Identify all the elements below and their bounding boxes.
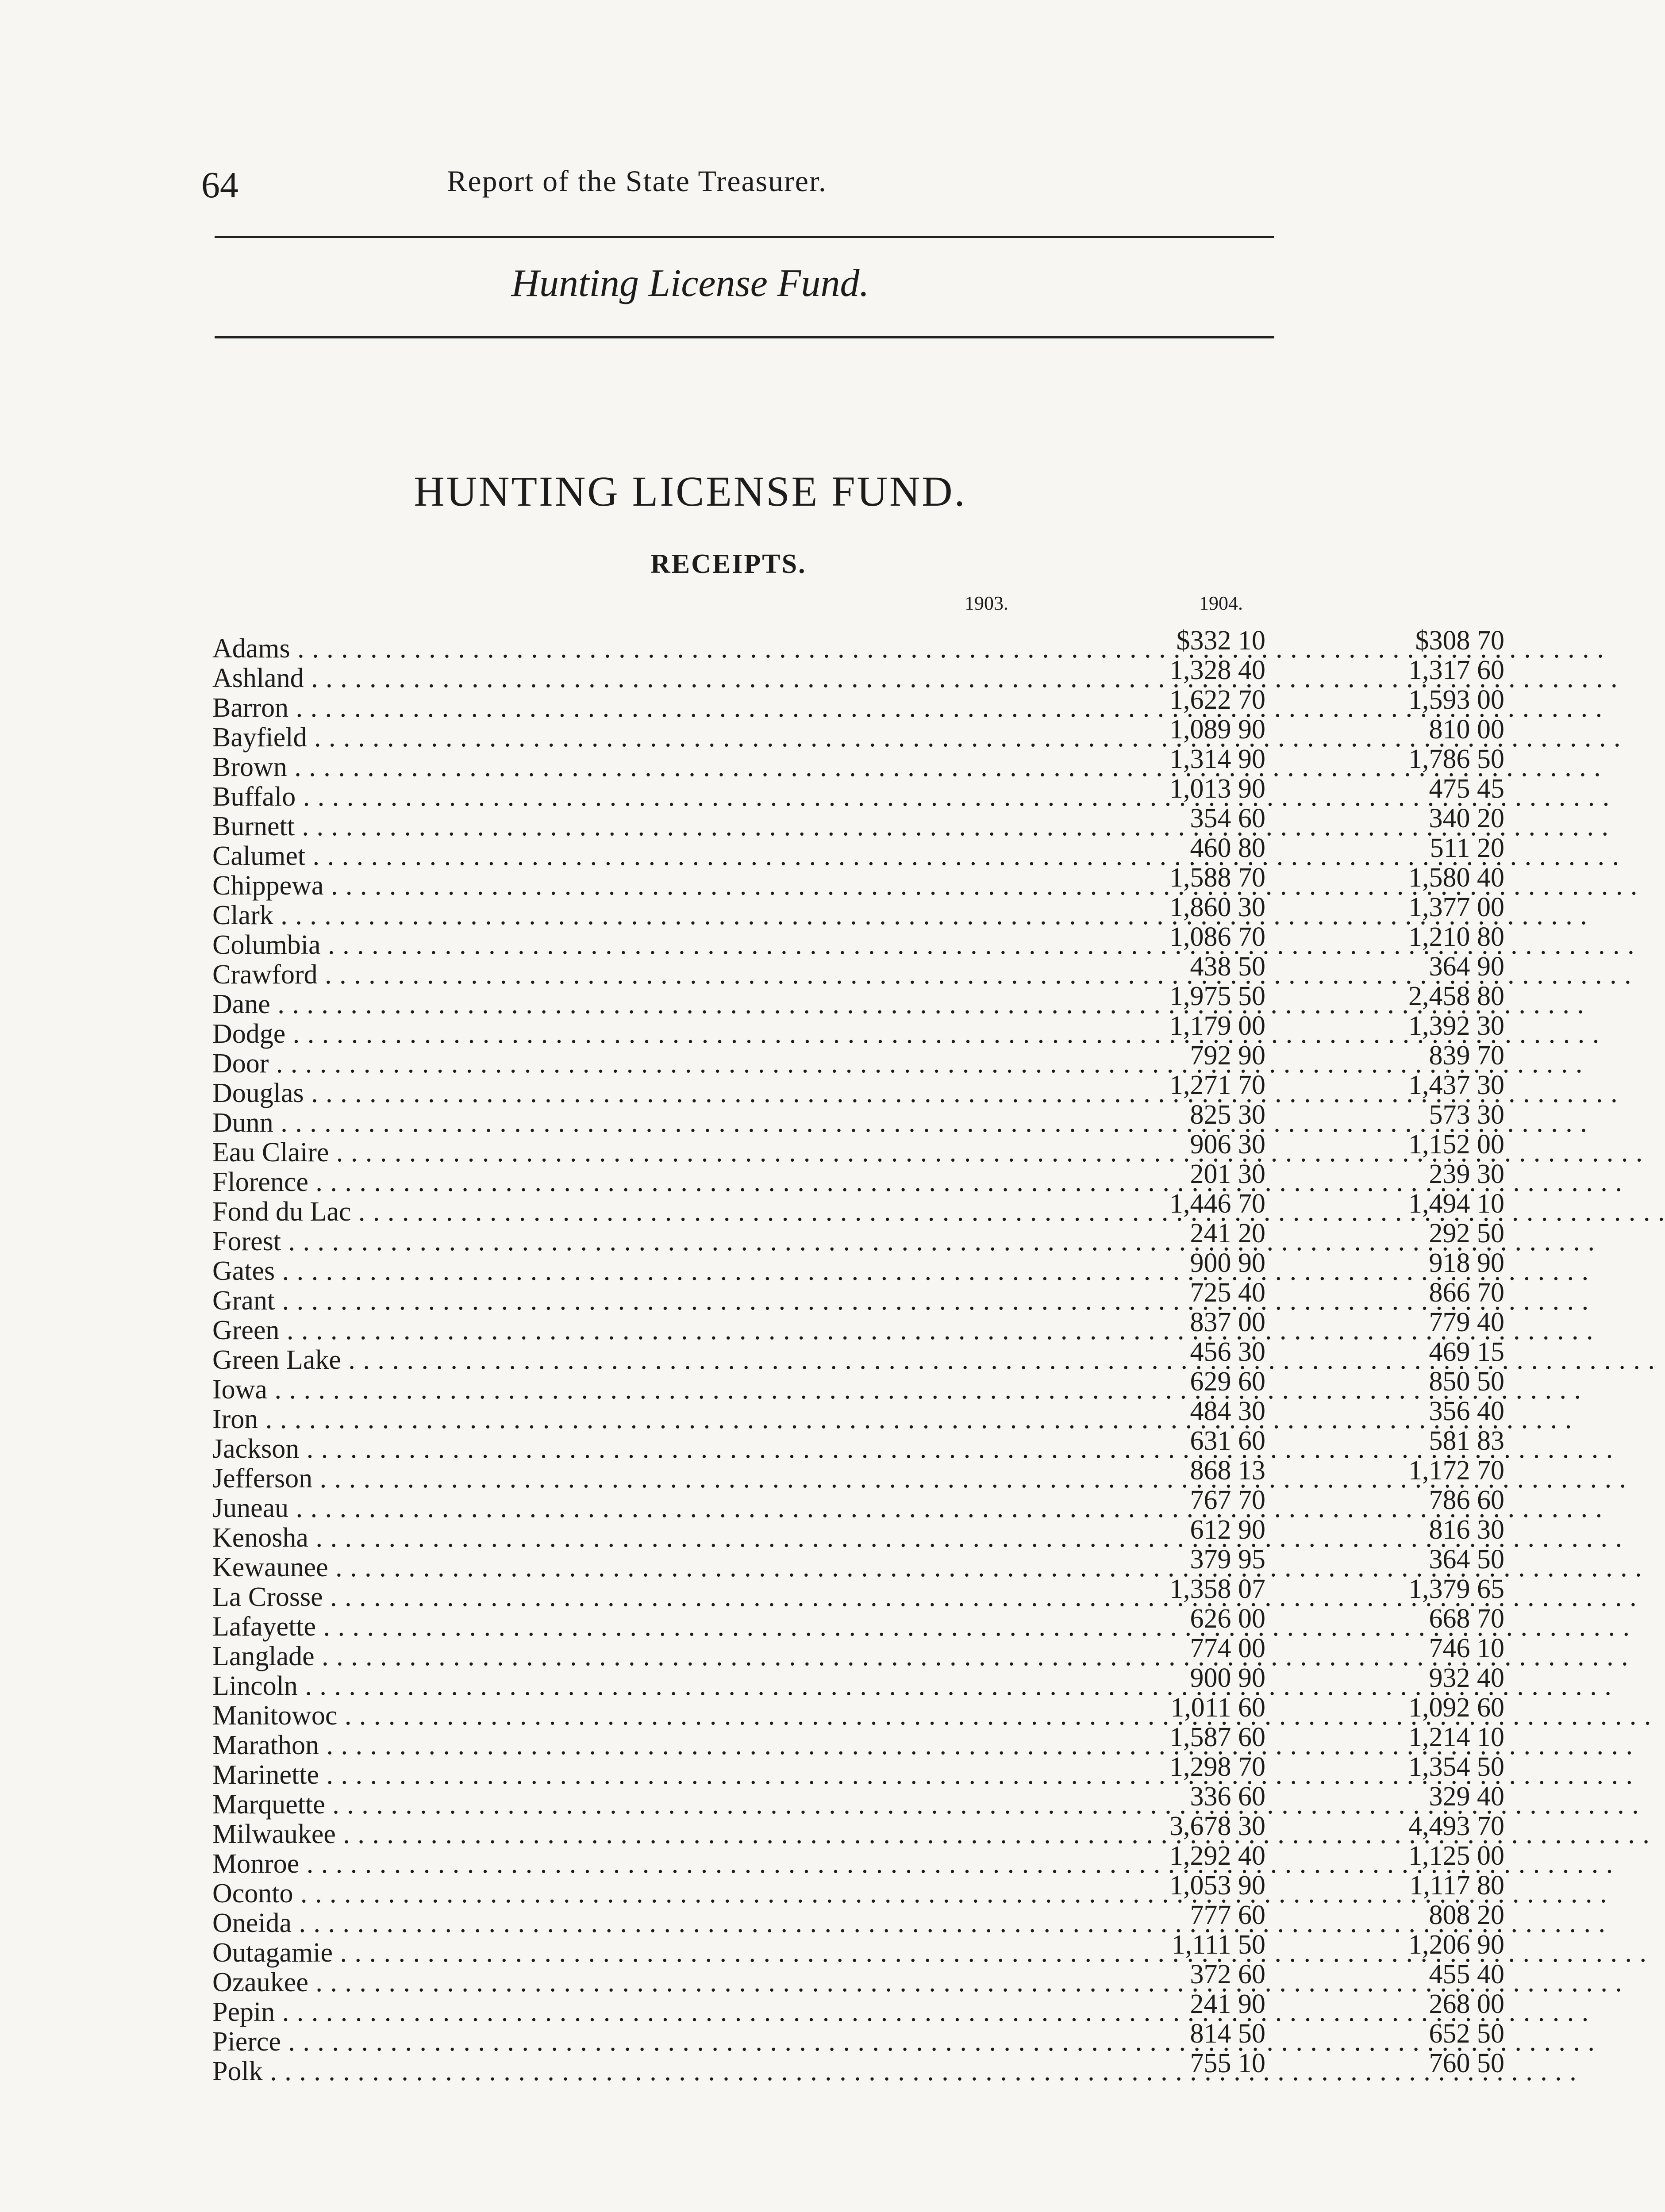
county-name: Green Lake . . . <box>212 1345 845 1375</box>
receipts-label: RECEIPTS. <box>650 549 807 579</box>
amount-1904: 866 70 <box>1429 1278 1504 1308</box>
county-name: Kenosha . . . <box>212 1523 845 1553</box>
table-row <box>212 1900 1504 1938</box>
amount-1904: 239 30 <box>1429 1159 1504 1189</box>
table-row <box>212 2019 1504 2057</box>
table-row <box>212 1722 1504 1760</box>
county-name: Green . . . <box>212 1316 845 1345</box>
amount-1903: 1,622 70 <box>1169 685 1265 715</box>
table-row <box>212 1515 1504 1553</box>
county-name: Outagamie . . . <box>212 1938 845 1968</box>
amount-1903: 1,587 60 <box>1169 1722 1265 1752</box>
amount-1903: 1,588 70 <box>1169 863 1265 893</box>
table-row <box>212 1367 1504 1405</box>
amount-1904: 511 20 <box>1430 833 1504 863</box>
amount-1904: 364 90 <box>1429 952 1504 982</box>
table-row <box>212 1159 1504 1197</box>
amount-1903: 1,328 40 <box>1169 655 1265 685</box>
county-name: Oneida . . . <box>212 1909 845 1938</box>
table-row <box>212 1070 1504 1108</box>
top-rule <box>215 236 1274 238</box>
amount-1904: 1,125 00 <box>1408 1841 1504 1871</box>
amount-1903: 1,111 50 <box>1171 1930 1265 1960</box>
table-row <box>212 1011 1504 1049</box>
amount-1903: 900 90 <box>1190 1663 1265 1693</box>
county-name: Clark . . . <box>212 901 845 930</box>
county-name: Pierce . . . <box>212 2027 845 2057</box>
county-name: Oconto . . . <box>212 1879 845 1909</box>
amount-1903: 201 30 <box>1190 1159 1265 1189</box>
amount-1903: 825 30 <box>1190 1100 1265 1130</box>
amount-1903: 336 60 <box>1190 1782 1265 1812</box>
amount-1903: 379 95 <box>1190 1544 1265 1575</box>
county-name: Iowa . . . <box>212 1375 845 1405</box>
table-row <box>212 1752 1504 1790</box>
amount-1903: 241 90 <box>1190 1989 1265 2019</box>
amount-1903: 792 90 <box>1190 1041 1265 1071</box>
table-row <box>212 714 1504 753</box>
table-row <box>212 1841 1504 1879</box>
table-row <box>212 774 1504 812</box>
table-row <box>212 1574 1504 1612</box>
county-name: Columbia . . . <box>212 930 845 960</box>
table-row <box>212 1337 1504 1375</box>
amount-1903: 900 90 <box>1190 1248 1265 1278</box>
table-row <box>212 863 1504 901</box>
table-row <box>212 833 1504 871</box>
table-row <box>212 952 1504 990</box>
county-name: Buffalo . . . <box>212 782 845 812</box>
county-name: Marinette . . . <box>212 1760 845 1790</box>
county-name: Milwaukee . . . <box>212 1820 845 1849</box>
county-name: Douglas . . . <box>212 1079 845 1108</box>
amount-1904: 652 50 <box>1429 2019 1504 2049</box>
amount-1903: 1,179 00 <box>1169 1011 1265 1041</box>
amount-1904: 779 40 <box>1429 1307 1504 1337</box>
amount-1903: 777 60 <box>1190 1900 1265 1930</box>
county-name: Monroe . . . <box>212 1849 845 1879</box>
amount-1903: 1,314 90 <box>1169 744 1265 774</box>
amount-1903: 438 50 <box>1190 952 1265 982</box>
table-row <box>212 981 1504 1019</box>
county-name: Adams . . . <box>212 634 845 664</box>
amount-1903: 612 90 <box>1190 1515 1265 1545</box>
amount-1904: 475 45 <box>1429 774 1504 804</box>
amount-1904: 4,493 70 <box>1408 1811 1504 1841</box>
table-row <box>212 1218 1504 1256</box>
amount-1903: 1,053 90 <box>1169 1870 1265 1901</box>
county-name: Dunn . . . <box>212 1108 845 1138</box>
amount-1904: 2,458 80 <box>1408 981 1504 1011</box>
table-row <box>212 1693 1504 1731</box>
amount-1904: 1,580 40 <box>1408 863 1504 893</box>
county-name: Dane . . . <box>212 990 845 1019</box>
county-name: Forest . . . <box>212 1227 845 1256</box>
page-number: 64 <box>201 165 238 206</box>
county-name: Eau Claire . . . <box>212 1138 845 1167</box>
county-name: Barron . . . <box>212 693 845 723</box>
table-row <box>212 1189 1504 1227</box>
amount-1904: 1,392 30 <box>1408 1011 1504 1041</box>
amount-1904: 1,593 00 <box>1408 685 1504 715</box>
amount-1904: 1,494 10 <box>1408 1189 1504 1219</box>
table-row <box>212 1426 1504 1464</box>
county-name: Marathon . . . <box>212 1731 845 1760</box>
table-row <box>212 1278 1504 1316</box>
amount-1904: 810 00 <box>1429 714 1504 745</box>
amount-1903: 460 80 <box>1190 833 1265 863</box>
amount-1903: 814 50 <box>1190 2019 1265 2049</box>
amount-1903: 354 60 <box>1190 803 1265 833</box>
amount-1904: 1,172 70 <box>1408 1455 1504 1486</box>
receipts-table <box>212 626 1504 2086</box>
amount-1903: 837 00 <box>1190 1307 1265 1337</box>
amount-1904: 581 83 <box>1429 1426 1504 1456</box>
table-row <box>212 1396 1504 1434</box>
section-subtitle: Hunting License Fund. <box>511 262 869 305</box>
amount-1903: 456 30 <box>1190 1337 1265 1367</box>
table-row <box>212 922 1504 960</box>
amount-1903: 1,298 70 <box>1169 1752 1265 1782</box>
table-row <box>212 1811 1504 1849</box>
year-header-1904: 1904. <box>1199 592 1243 614</box>
table-row <box>212 685 1504 723</box>
amount-1904: 573 30 <box>1429 1100 1504 1130</box>
amount-1904: 268 00 <box>1429 1989 1504 2019</box>
amount-1904: 1,210 80 <box>1408 922 1504 952</box>
county-name: Langlade . . . <box>212 1642 845 1671</box>
amount-1904: 340 20 <box>1429 803 1504 833</box>
table-row <box>212 1633 1504 1671</box>
table-row <box>212 626 1504 664</box>
amount-1903: 1,446 70 <box>1169 1189 1265 1219</box>
amount-1904: 1,377 00 <box>1408 892 1504 922</box>
county-name: Grant . . . <box>212 1286 845 1316</box>
amount-1904: 808 20 <box>1429 1900 1504 1930</box>
amount-1903: 1,011 60 <box>1170 1693 1265 1723</box>
table-row <box>212 1663 1504 1701</box>
amount-1904: 1,092 60 <box>1408 1693 1504 1723</box>
running-head: Report of the State Treasurer. <box>447 164 827 198</box>
table-row <box>212 803 1504 841</box>
amount-1904: 1,214 10 <box>1408 1722 1504 1752</box>
table-row <box>212 655 1504 693</box>
amount-1904: 760 50 <box>1429 2048 1504 2078</box>
amount-1904: 1,354 50 <box>1408 1752 1504 1782</box>
county-name: Polk . . . <box>212 2057 845 2086</box>
amount-1904: 455 40 <box>1429 1959 1504 1989</box>
county-name: Door . . . <box>212 1049 845 1079</box>
amount-1904: 1,437 30 <box>1408 1070 1504 1100</box>
county-name: Brown . . . <box>212 753 845 782</box>
table-row <box>212 1307 1504 1345</box>
table-row <box>212 1100 1504 1138</box>
table-row <box>212 1989 1504 2027</box>
amount-1904: 1,317 60 <box>1408 655 1504 685</box>
amount-1904: 786 60 <box>1429 1485 1504 1515</box>
table-row <box>212 1455 1504 1494</box>
table-row <box>212 1485 1504 1523</box>
amount-1903: 767 70 <box>1190 1485 1265 1515</box>
table-row <box>212 1544 1504 1582</box>
amount-1904: 1,786 50 <box>1408 744 1504 774</box>
bottom-rule <box>215 336 1274 338</box>
amount-1903: 626 00 <box>1190 1604 1265 1634</box>
county-name: Fond du Lac . . . <box>212 1197 845 1227</box>
amount-1904: $308 70 <box>1415 626 1504 656</box>
county-name: Dodge . . . <box>212 1019 845 1049</box>
table-row <box>212 1782 1504 1820</box>
county-name: Ashland . . . <box>212 664 845 693</box>
table-row <box>212 1930 1504 1968</box>
amount-1904: 329 40 <box>1429 1782 1504 1812</box>
county-name: Calumet . . . <box>212 841 845 871</box>
amount-1904: 816 30 <box>1429 1515 1504 1545</box>
table-row <box>212 1604 1504 1642</box>
county-name: Gates . . . <box>212 1256 845 1286</box>
county-name: Marquette . . . <box>212 1790 845 1820</box>
fund-title: HUNTING LICENSE FUND. <box>414 468 967 515</box>
county-name: Manitowoc . . . <box>212 1701 845 1731</box>
county-name: Burnett . . . <box>212 812 845 841</box>
amount-1903: 725 40 <box>1190 1278 1265 1308</box>
amount-1903: 629 60 <box>1190 1367 1265 1397</box>
county-name: Florence . . . <box>212 1167 845 1197</box>
county-name: Lincoln . . . <box>212 1671 845 1701</box>
amount-1903: 1,860 30 <box>1169 892 1265 922</box>
amount-1904: 850 50 <box>1429 1367 1504 1397</box>
table-row <box>212 1959 1504 1997</box>
county-name: Jackson . . . <box>212 1434 845 1464</box>
county-name: Pepin . . . <box>212 1997 845 2027</box>
amount-1903: 372 60 <box>1190 1959 1265 1989</box>
amount-1903: 484 30 <box>1190 1396 1265 1426</box>
table-row <box>212 744 1504 782</box>
amount-1903: 906 30 <box>1190 1129 1265 1160</box>
amount-1904: 356 40 <box>1429 1396 1504 1426</box>
amount-1903: 1,089 90 <box>1169 714 1265 745</box>
amount-1903: 631 60 <box>1190 1426 1265 1456</box>
amount-1903: 1,975 50 <box>1169 981 1265 1011</box>
amount-1904: 1,117 80 <box>1409 1870 1504 1901</box>
year-header-1903: 1903. <box>965 592 1008 614</box>
amount-1903: 755 10 <box>1190 2048 1265 2078</box>
amount-1904: 839 70 <box>1429 1041 1504 1071</box>
amount-1903: 3,678 30 <box>1169 1811 1265 1841</box>
county-name: Bayfield . . . <box>212 723 845 753</box>
table-row <box>212 1870 1504 1909</box>
table-row <box>212 1041 1504 1079</box>
amount-1904: 932 40 <box>1429 1663 1504 1693</box>
county-name: Jefferson . . . <box>212 1464 845 1494</box>
county-name: La Crosse . . . <box>212 1582 845 1612</box>
amount-1904: 1,152 00 <box>1408 1129 1504 1160</box>
amount-1903: 1,013 90 <box>1169 774 1265 804</box>
amount-1903: 1,271 70 <box>1169 1070 1265 1100</box>
table-row <box>212 892 1504 930</box>
amount-1903: $332 10 <box>1176 626 1265 656</box>
amount-1904: 746 10 <box>1429 1633 1504 1663</box>
amount-1903: 1,358 07 <box>1169 1574 1265 1604</box>
table-row <box>212 1248 1504 1286</box>
amount-1903: 1,292 40 <box>1169 1841 1265 1871</box>
amount-1903: 774 00 <box>1190 1633 1265 1663</box>
amount-1903: 1,086 70 <box>1169 922 1265 952</box>
amount-1904: 1,206 90 <box>1408 1930 1504 1960</box>
amount-1904: 1,379 65 <box>1408 1574 1504 1604</box>
county-name: Lafayette . . . <box>212 1612 845 1642</box>
table-row <box>212 1129 1504 1167</box>
amount-1904: 918 90 <box>1429 1248 1504 1278</box>
county-name: Ozaukee . . . <box>212 1968 845 1997</box>
county-name: Kewaunee . . . <box>212 1553 845 1582</box>
county-name: Iron . . . <box>212 1405 845 1434</box>
amount-1904: 668 70 <box>1429 1604 1504 1634</box>
county-name: Chippewa . . . <box>212 871 845 901</box>
county-name: Juneau . . . <box>212 1494 845 1523</box>
amount-1903: 241 20 <box>1190 1218 1265 1248</box>
amount-1904: 469 15 <box>1429 1337 1504 1367</box>
amount-1904: 292 50 <box>1429 1218 1504 1248</box>
amount-1904: 364 50 <box>1429 1544 1504 1575</box>
amount-1903: 868 13 <box>1190 1455 1265 1486</box>
county-name: Crawford . . . <box>212 960 845 990</box>
table-row <box>212 2048 1504 2086</box>
